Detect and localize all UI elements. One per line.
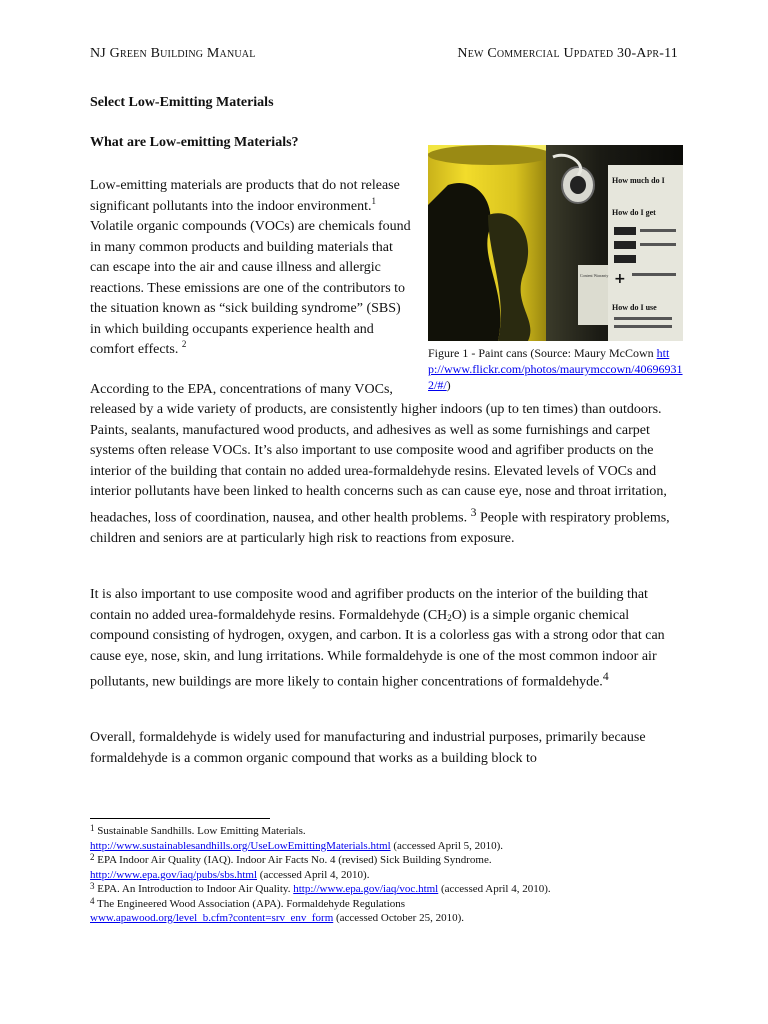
- footnote-number: 2: [90, 852, 95, 862]
- label-line-3: How do I use: [612, 303, 657, 312]
- paragraph-formaldehyde: [90, 585, 680, 693]
- footnote-after: (accessed April 4, 2010).: [438, 883, 551, 895]
- p3-subscript: 2: [447, 612, 452, 623]
- footnote-number: 4: [90, 895, 95, 906]
- footnote-number: 3: [90, 881, 95, 891]
- header-left: NJ Green Building Manual: [90, 46, 256, 61]
- caption-end: ): [446, 378, 451, 392]
- label-line-2: How do I get: [612, 208, 656, 217]
- paragraph-overall: Overall, formaldehyde is widely used for manufacturing and industrial purposes, primarily because formaldehyde is a common organic compound that works as a building block to: [90, 730, 646, 766]
- label-line-1: How much do I: [612, 176, 665, 185]
- footnote-after: (accessed April 4, 2010).: [257, 868, 370, 881]
- footnote-ref-4[interactable]: 4: [602, 670, 609, 683]
- footnote-after: (accessed October 25, 2010).: [333, 912, 464, 924]
- footnote-text: EPA. An Introduction to Indoor Air Quality.: [94, 883, 294, 895]
- caption-link[interactable]: http://www.flickr.com/photos/maurymccown/406969312/#/: [428, 346, 683, 392]
- footnote-divider: [90, 818, 270, 819]
- footnote-text: The Engineered Wood Association (APA). Formaldehyde Regulations: [94, 897, 406, 910]
- footnote-4: [90, 897, 690, 926]
- paragraph-epa: [90, 400, 680, 549]
- figure-paint-cans: [428, 145, 683, 393]
- footnote-link[interactable]: http://www.epa.gov/iaq/voc.html: [293, 883, 439, 895]
- footnote-ref-1[interactable]: 1: [371, 195, 377, 206]
- footnote-text: EPA Indoor Air Quality (IAQ). Indoor Air Facts No. 4 (revised) Sick Building Syndrome.: [94, 854, 492, 866]
- footnote-number: 1: [90, 823, 95, 833]
- label-line-4: Content Warranty: [580, 273, 609, 278]
- footnote-2: [90, 853, 690, 882]
- svg-text:+: +: [614, 271, 626, 287]
- footnote-3: [90, 882, 690, 897]
- header-right: New Commercial Updated 30-Apr-11: [457, 46, 678, 61]
- footnote-link[interactable]: http://www.epa.gov/iaq/pubs/sbs.html: [90, 868, 258, 881]
- footnote-after: (accessed April 5, 2010).: [390, 839, 504, 852]
- footnote-1: [90, 824, 690, 853]
- paint-cans-photo: [428, 145, 683, 341]
- paragraph-intro: [90, 176, 415, 361]
- footnote-text: Sustainable Sandhills. Low Emitting Materials.: [94, 825, 306, 837]
- paragraph-epa-first-line: According to the EPA, concentrations of many VOCs,: [90, 382, 393, 397]
- footnote-ref-2[interactable]: 2: [181, 339, 187, 349]
- caption-text: Figure 1 - Paint cans (Source: Maury McCown: [428, 346, 657, 360]
- footnote-link[interactable]: http://www.sustainablesandhills.org/UseLowEmittingMaterials.html: [90, 839, 391, 852]
- p1-text-b: Volatile organic compounds (VOCs) are chemicals found in many common products and building materials that can escape into the air and cause illness and allergic reactions. These emissions are one of the contributors to the situation known as “sick building syndrome” (SBS) in which building occupants experience health and comfort effects.: [90, 219, 411, 357]
- p3-text-a: It is also important to use composite wood and agrifiber products on the interior of the building that contain no added urea-formaldehyde resins. Formaldehyde (CH: [90, 587, 648, 623]
- figure-caption: [428, 345, 683, 393]
- section-title: Select Low-Emitting Materials: [90, 95, 274, 110]
- section-subtitle: What are Low-emitting Materials?: [90, 135, 299, 150]
- footnote-link[interactable]: www.apawood.org/level_b.cfm?content=srv_env_form: [90, 912, 334, 924]
- p2-text-a: released by a wide variety of products, are consistently higher indoors (up to ten times) than outdoors. Paints, sealants, manufactured wood products, and adhesives as well as some furnishings and carpet systems often release VOCs. It’s also important to use composite wood and agrifiber products on the interior of the building that contain no added urea-formaldehyde resins. Elevated levels of VOCs and interior pollutants have been linked to health concerns such as can cause eye, nose and throat irritation, headaches, loss of coordination, nausea, and other health problems.: [90, 402, 667, 526]
- p2-text-b: People with respiratory problems, children and seniors are at particularly high risk to reactions from exposure.: [90, 510, 670, 546]
- p3-text-b: O) is a simple organic chemical compound consisting of hydrogen, oxygen, and carbon. It is a colorless gas with a strong odor that can cause eye, nose, skin, and lung irritations. While formaldehyde is one of the most common indoor air pollutants, new buildings are more likely to contain higher concentrations of formaldehyde.: [90, 607, 665, 690]
- p1-text-a: Low-emitting materials are products that do not release significant pollutants into the indoor environment.: [90, 178, 400, 214]
- footnote-ref-3[interactable]: 3: [470, 505, 477, 519]
- footnotes: [90, 824, 690, 926]
